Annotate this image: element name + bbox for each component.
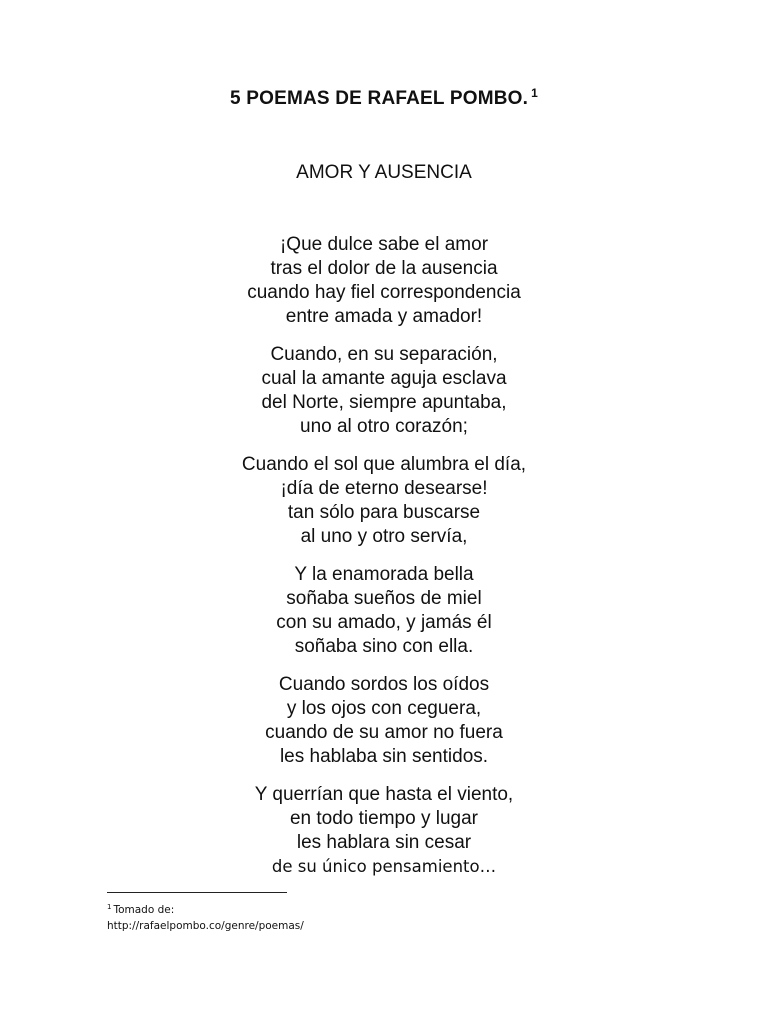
poem-line: les hablaba sin sentidos.: [279, 746, 489, 767]
poem-line: y los ojos con ceguera,: [286, 698, 482, 719]
stanza-3: [0, 453, 768, 549]
poem-line: Cuando sordos los oídos: [278, 674, 490, 695]
poem-line: en todo tiempo y lugar: [289, 808, 478, 829]
poem-line: de su único pensamiento…: [271, 857, 497, 876]
stanza-4: [0, 563, 768, 659]
poem-line: ¡día de eterno desearse!: [280, 478, 488, 499]
poem-line: soñaba sino con ella.: [294, 636, 474, 657]
poem-line: tras el dolor de la ausencia: [270, 258, 498, 279]
poem-line: cuando hay fiel correspondencia: [247, 282, 521, 303]
stanza-1: [0, 233, 768, 329]
poem-line: Cuando el sol que alumbra el día,: [241, 454, 527, 475]
stanza-2: [0, 343, 768, 439]
stanza-6: [0, 783, 768, 879]
footnote-reference-mark: 1: [531, 86, 538, 100]
footnote-separator: [107, 892, 287, 893]
footnote-mark: 1: [107, 903, 112, 911]
stanza-5: [0, 673, 768, 769]
poem-line: Cuando, en su separación,: [270, 344, 498, 365]
poem-line: les hablara sin cesar: [296, 832, 472, 853]
poem-line: cuando de su amor no fuera: [265, 722, 503, 743]
poem-line: tan sólo para buscarse: [287, 502, 481, 523]
poem-line: del Norte, siempre apuntaba,: [261, 392, 507, 413]
poem-line: entre amada y amador!: [285, 306, 483, 327]
poem-line: uno al otro corazón;: [300, 416, 468, 437]
footnote-label-line: [107, 899, 304, 918]
poem-line: al uno y otro servía,: [300, 526, 468, 547]
footnote: [107, 899, 304, 934]
poem-body: [0, 233, 768, 893]
poem-line: ¡Que dulce sabe el amor: [279, 234, 489, 255]
poem-line: Y querrían que hasta el viento,: [254, 784, 514, 805]
poem-title: AMOR Y AUSENCIA: [296, 162, 472, 183]
document-title-text: 5 POEMAS DE RAFAEL POMBO.: [229, 88, 529, 109]
document-title: [0, 86, 768, 110]
poem-line: Y la enamorada bella: [294, 564, 474, 585]
footnote-url: http://rafaelpombo.co/genre/poemas/: [107, 920, 304, 932]
poem-line: cual la amante aguja esclava: [261, 368, 507, 389]
poem-line: con su amado, y jamás él: [276, 612, 492, 633]
poem-line: soñaba sueños de miel: [286, 588, 482, 609]
footnote-label: Tomado de:: [113, 904, 175, 916]
